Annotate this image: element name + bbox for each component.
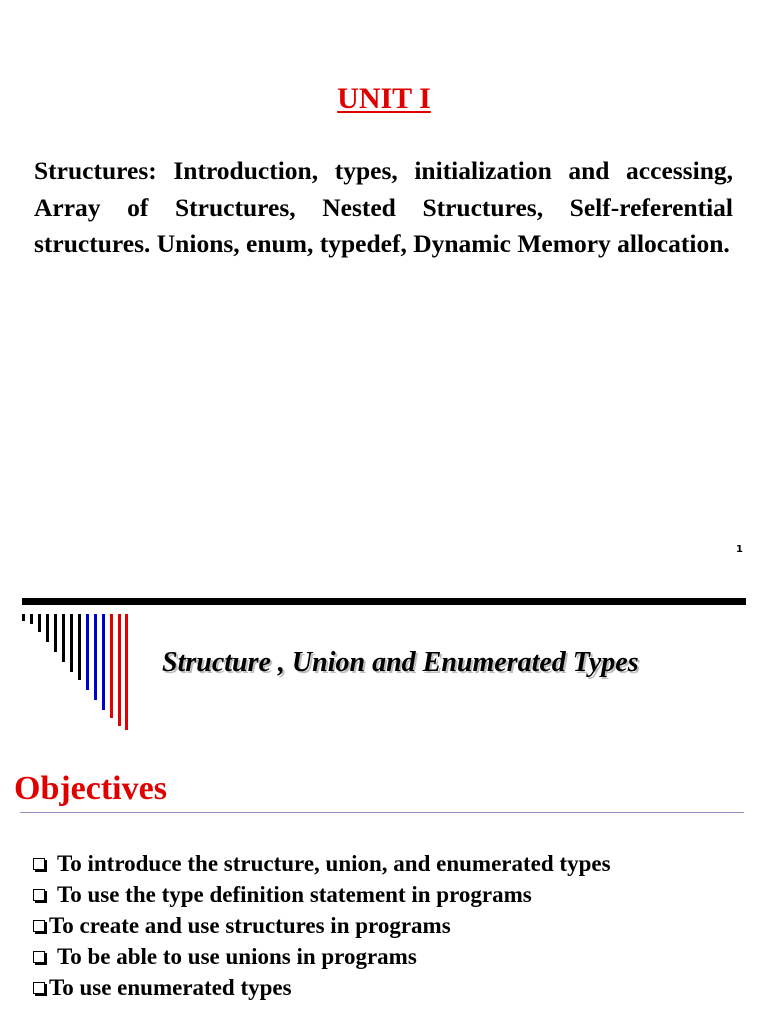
slide-title: Structure , Union and Enumerated Types [162,647,639,678]
objectives-heading: Objectives [14,770,167,807]
objective-item: To use enumerated types [33,972,611,1003]
logo-stripe [70,614,73,672]
logo-stripe [78,614,81,680]
logo-stripe [110,614,113,718]
objective-item: To create and use structures in programs [33,910,611,941]
objectives-list [33,848,611,1003]
logo-stripe [22,614,25,621]
logo-stripe [62,614,65,662]
checkbox-bullet-icon [33,889,45,901]
page-number: 1 [736,544,743,555]
objectives-divider [20,812,744,813]
logo-stripe [102,614,105,710]
objective-item: To introduce the structure, union, and enumerated types [33,848,611,879]
checkbox-bullet-icon [33,982,45,994]
logo-stripe [54,614,57,652]
slide-header-rule [22,598,746,605]
checkbox-bullet-icon [33,951,45,963]
logo-stripe [46,614,49,642]
logo-stripe [125,614,128,730]
logo-stripe [118,614,121,726]
checkbox-bullet-icon [33,858,45,870]
objective-item: To use the type definition statement in programs [33,879,611,910]
unit-title: UNIT I [337,82,431,115]
logo-stripe [86,614,89,690]
logo-stripe [94,614,97,700]
syllabus-text: Structures: Introduction, types, initialization and accessing, Array of Structures, Nested Structures, Self-referential structures. Unions, enum, typedef, Dynamic Memory allocation. [34,156,733,258]
logo-stripe [30,614,33,624]
logo-stripe [38,614,41,632]
checkbox-bullet-icon [33,920,45,932]
objective-item: To be able to use unions in programs [33,941,611,972]
